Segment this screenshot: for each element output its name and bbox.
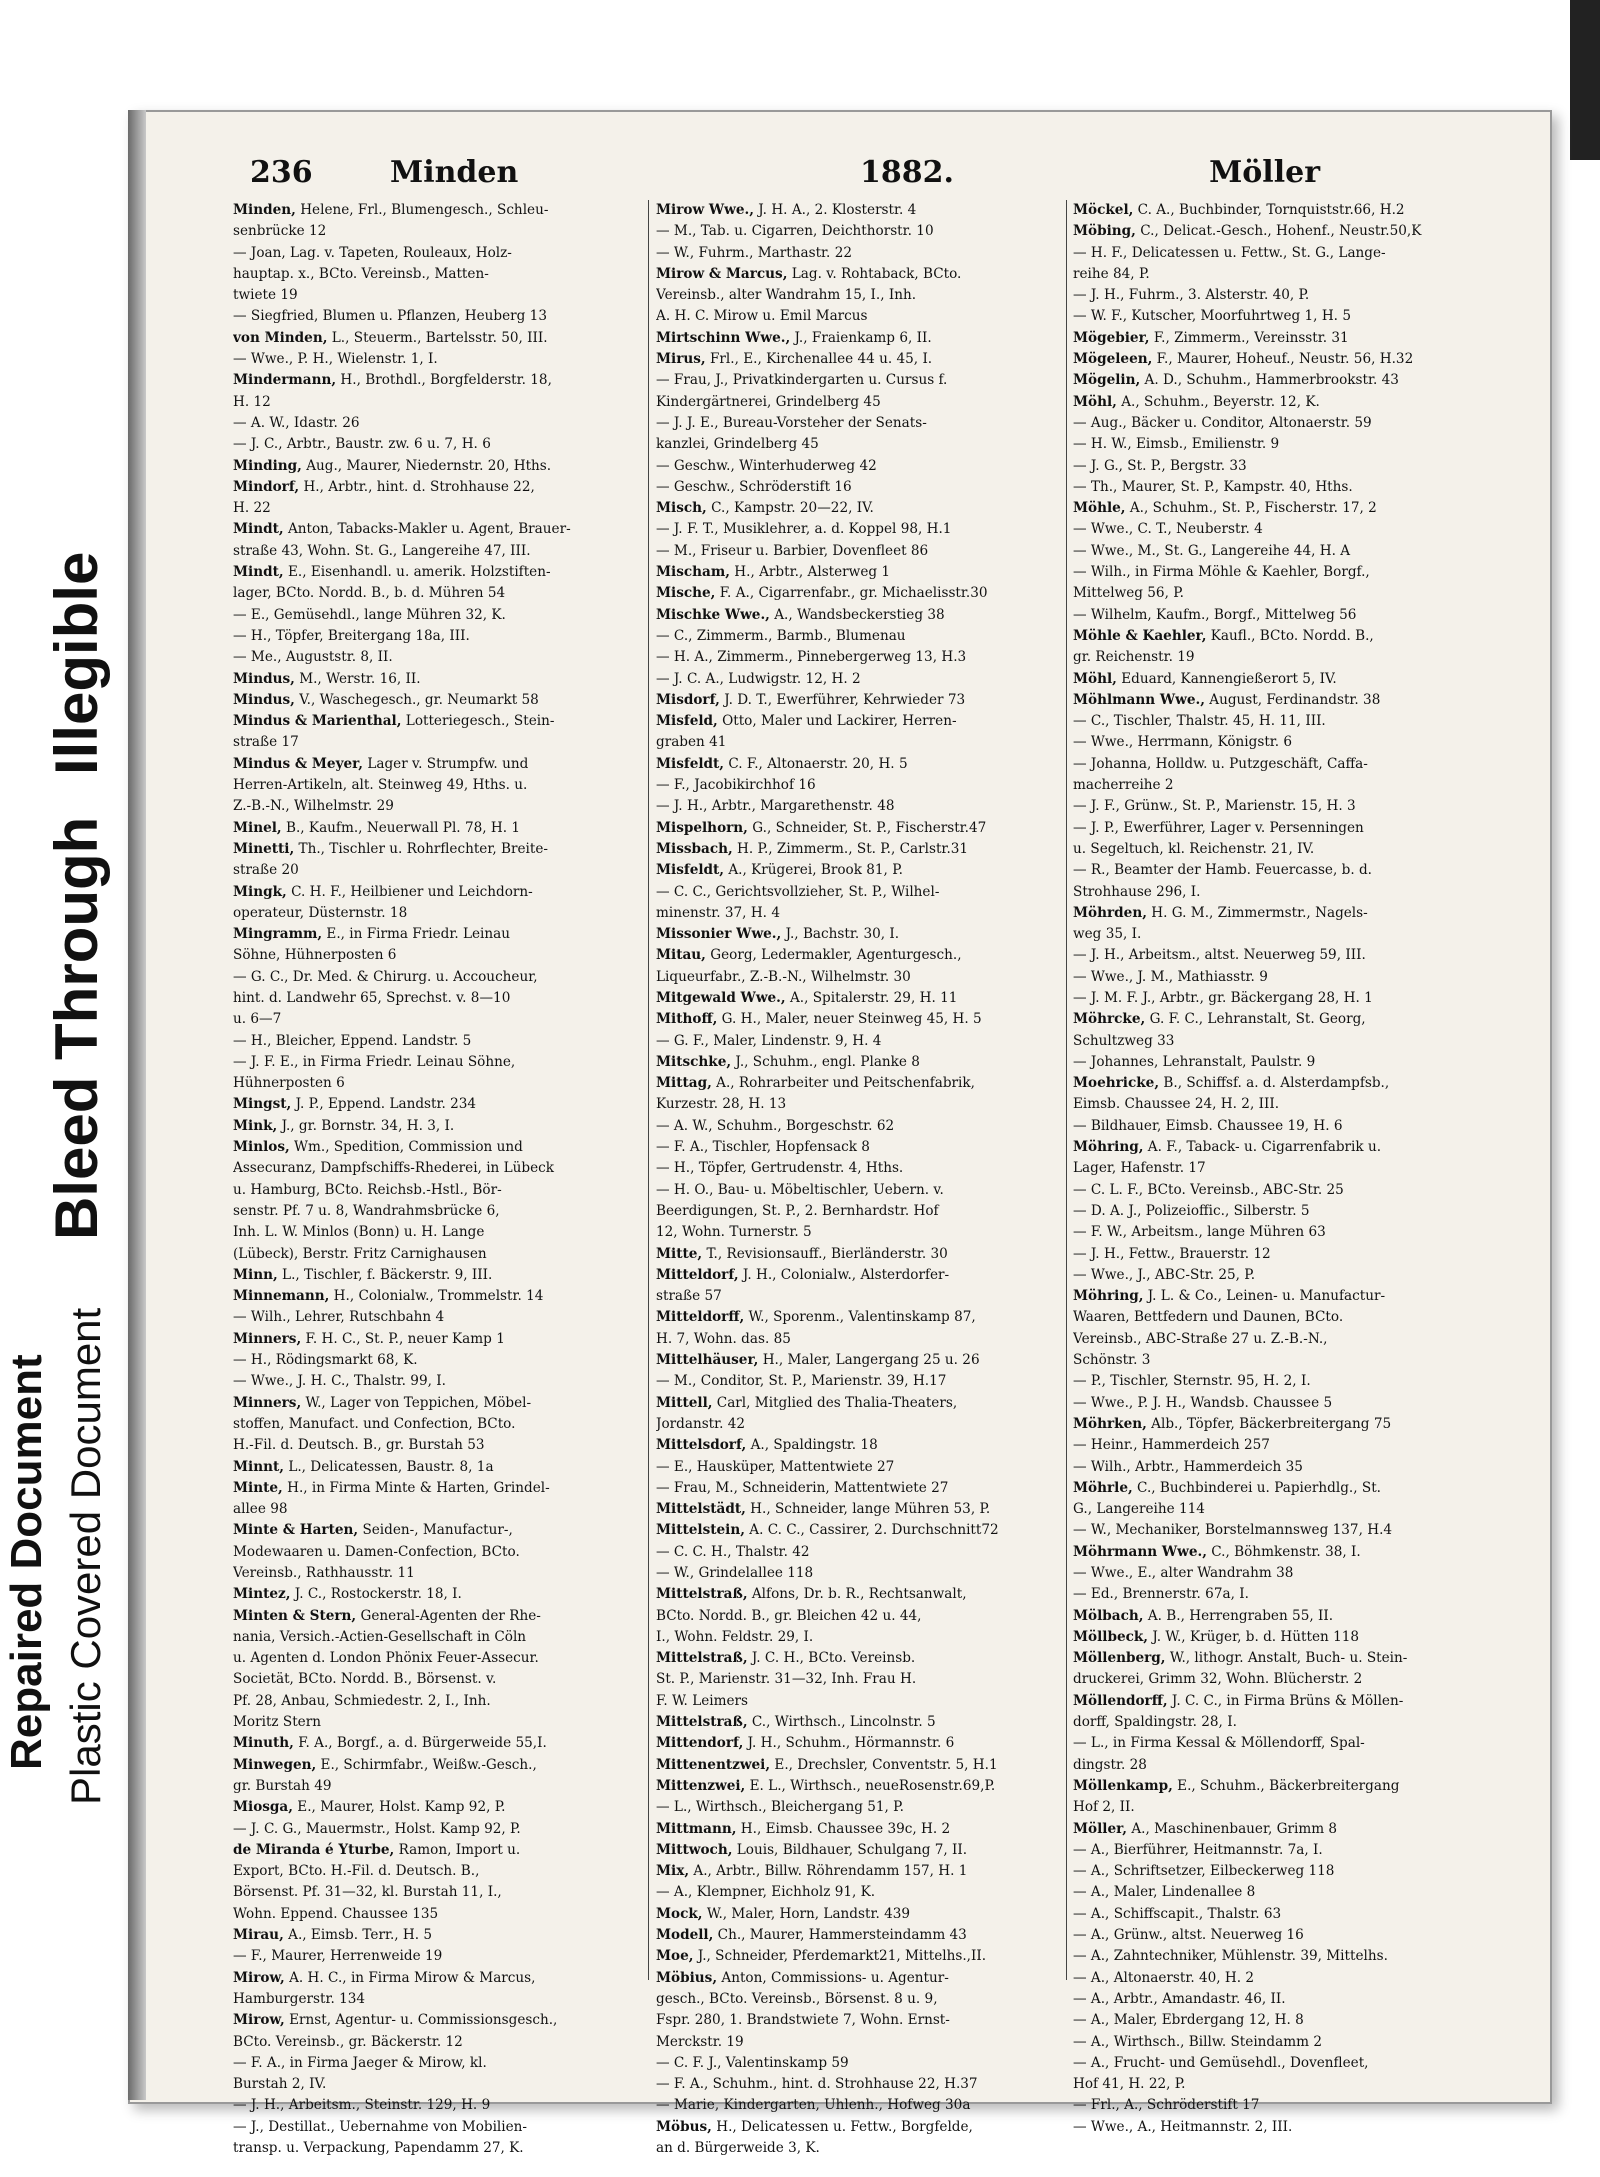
directory-entry-line: — H. A., Zimmerm., Pinnebergerweg 13, H.3 [656, 649, 967, 666]
directory-entry-line: Mindt, E., Eisenhandl. u. amerik. Holzstiften- [233, 564, 551, 581]
directory-entry-line: graben 41 [656, 734, 727, 751]
directory-entry-line: G., Langereihe 114 [1073, 1501, 1205, 1518]
directory-entry-line: Mindus & Marienthal, Lotteriegesch., Stein- [233, 713, 555, 730]
directory-entry-line: Mindus, V., Waschegesch., gr. Neumarkt 58 [233, 691, 539, 708]
directory-entry-line: Misfeldt, C. F., Altonaerstr. 20, H. 5 [656, 755, 908, 772]
directory-entry-line: Möhrmann Wwe., C., Böhmkenstr. 38, I. [1073, 1543, 1361, 1560]
directory-entry-line: — W. F., Kutscher, Moorfuhrtweg 1, H. 5 [1073, 308, 1351, 325]
directory-entry-line: Missonier Wwe., J., Bachstr. 30, I. [656, 926, 900, 943]
directory-entry-line: Söhne, Hühnerposten 6 [233, 947, 397, 964]
directory-entry-line: Misfeld, Otto, Maler und Lackirer, Herren- [656, 713, 957, 730]
directory-entry-line: Mock, W., Maler, Horn, Landstr. 439 [656, 1905, 911, 1922]
directory-entry-line: — Johanna, Holldw. u. Putzgeschäft, Caffa- [1073, 755, 1368, 772]
directory-entry-line: Minlos, Wm., Spedition, Commission und [233, 1139, 523, 1156]
directory-column-3 [1073, 200, 1493, 2138]
directory-entry-line: — A. W., Idastr. 26 [233, 414, 360, 431]
directory-entry-line: stoffen, Manufact. und Confection, BCto. [233, 1415, 516, 1432]
directory-entry-line: — Wwe., J. H. C., Thalstr. 99, I. [233, 1373, 446, 1390]
directory-entry-line: BCto. Nordd. B., gr. Bleichen 42 u. 44, [656, 1607, 922, 1624]
directory-entry-line: — Wilh., in Firma Möhle & Kaehler, Borgf., [1073, 564, 1370, 581]
directory-entry-line: — J. G., St. P., Bergstr. 33 [1073, 457, 1247, 474]
directory-entry-line: Mittwoch, Louis, Bildhauer, Schulgang 7, II. [656, 1841, 968, 1858]
directory-entry-line: Möhring, A. F., Taback- u. Cigarrenfabrik u. [1073, 1139, 1382, 1156]
directory-entry-line: (Lübeck), Berstr. Fritz Carnighausen [233, 1245, 487, 1262]
directory-entry-line: Kurzestr. 28, H. 13 [656, 1096, 787, 1113]
directory-entry-line: Mischke Wwe., A., Wandsbeckerstieg 38 [656, 606, 945, 623]
directory-entry-line: Mispelhorn, G., Schneider, St. P., Fischerstr.47 [656, 819, 987, 836]
directory-entry-line: — F. A., Schuhm., hint. d. Strohhause 22, H.37 [656, 2076, 978, 2093]
directory-entry-line: Mögebier, F., Zimmerm., Vereinsstr. 31 [1073, 329, 1349, 346]
directory-entry-line: — Frau, M., Schneiderin, Mattentwiete 27 [656, 1479, 949, 1496]
directory-entry-line: Möller, A., Maschinenbauer, Grimm 8 [1073, 1820, 1338, 1837]
directory-entry-line: Möhrken, Alb., Töpfer, Bäckerbreitergang 75 [1073, 1415, 1392, 1432]
directory-entry-line: Mittelstein, A. C. C., Cassirer, 2. Durchschnitt72 [656, 1522, 999, 1539]
directory-entry-line: Mittendorf, J. H., Schuhm., Hörmannstr. 6 [656, 1735, 955, 1752]
column-divider [1066, 200, 1067, 1980]
directory-entry-line: Mitte, T., Revisionsauff., Bierländerstr. 30 [656, 1245, 948, 1262]
directory-entry-line: — J. H., Fuhrm., 3. Alsterstr. 40, P. [1073, 287, 1310, 304]
directory-entry-line: Möckel, C. A., Buchbinder, Tornquiststr.66, H.2 [1073, 202, 1405, 218]
directory-entry-line: Minuth, F. A., Borgf., a. d. Bürgerweide 55,I. [233, 1735, 547, 1752]
directory-entry-line: Hof 41, H. 22, P. [1073, 2076, 1186, 2093]
directory-entry-line: — P., Tischler, Sternstr. 95, H. 2, I. [1073, 1373, 1311, 1390]
directory-entry-line: Mittelstraß, J. C. H., BCto. Vereinsb. [656, 1650, 916, 1667]
directory-entry-line: Möllenkamp, E., Schuhm., Bäckerbreitergang [1073, 1777, 1400, 1794]
directory-entry-line: von Minden, L., Steuerm., Bartelsstr. 50, III. [233, 329, 548, 346]
directory-entry-line: — Wwe., C. T., Neuberstr. 4 [1073, 521, 1263, 538]
directory-entry-line: Mirtschinn Wwe., J., Fraienkamp 6, II. [656, 329, 932, 346]
directory-entry-line: senbrücke 12 [233, 223, 327, 240]
directory-entry-line: Mittenentzwei, E., Drechsler, Conventstr. 5, H.1 [656, 1756, 998, 1773]
directory-entry-line: — Th., Maurer, St. P., Kampstr. 40, Hths. [1073, 478, 1353, 495]
directory-entry-line: Misdorf, J. D. T., Ewerführer, Kehrwieder 73 [656, 691, 966, 708]
directory-entry-line: Börsenst. Pf. 31—32, kl. Burstah 11, I., [233, 1884, 502, 1901]
directory-entry-line: — C. L. F., BCto. Vereinsb., ABC-Str. 25 [1073, 1181, 1344, 1198]
directory-entry-line: Mink, J., gr. Bornstr. 34, H. 3, I. [233, 1117, 455, 1134]
directory-entry-line: — Wwe., J., ABC-Str. 25, P. [1073, 1266, 1256, 1283]
directory-entry-line: Minetti, Th., Tischler u. Rohrflechter, Breite- [233, 840, 548, 857]
directory-entry-line: — H. W., Eimsb., Emilienstr. 9 [1073, 436, 1280, 453]
directory-entry-line: H. 12 [233, 393, 271, 410]
directory-entry-line: de Miranda é Yturbe, Ramon, Import u. [233, 1841, 521, 1858]
directory-entry-line: 12, Wohn. Turnerstr. 5 [656, 1224, 812, 1241]
directory-entry-line: — A., Bierführer, Heitmannstr. 7a, I. [1073, 1841, 1323, 1858]
directory-entry-line: Mitschke, J., Schuhm., engl. Planke 8 [656, 1053, 920, 1070]
directory-entry-line: Mirow & Marcus, Lag. v. Rohtaback, BCto. [656, 265, 962, 282]
directory-entry-line: Pf. 28, Anbau, Schmiedestr. 2, I., Inh. [233, 1692, 491, 1709]
directory-entry-line: — A., Maler, Ebrdergang 12, H. 8 [1073, 2012, 1304, 2029]
page-binding-edge [128, 110, 146, 2100]
directory-entry-line: Mingk, C. H. F., Heilbiener und Leichdorn- [233, 883, 533, 900]
directory-entry-line: — A., Schriftsetzer, Eilbeckerweg 118 [1073, 1863, 1335, 1880]
directory-entry-line: Misfeldt, A., Krügerei, Brook 81, P. [656, 862, 903, 879]
directory-entry-line: Mittenzwei, E. L., Wirthsch., neueRosenstr.69,P. [656, 1777, 996, 1794]
bleed-through-label: Bleed Through [43, 816, 110, 1240]
directory-entry-line: — L., Wirthsch., Bleichergang 51, P. [656, 1799, 904, 1816]
directory-entry-line: BCto. Vereinsb., gr. Bäckerstr. 12 [233, 2033, 463, 2050]
directory-entry-line: — Siegfried, Blumen u. Pflanzen, Heuberg 13 [233, 308, 547, 325]
directory-entry-line: — C., Zimmerm., Barmb., Blumenau [656, 627, 906, 644]
directory-entry-line: Minel, B., Kaufm., Neuerwall Pl. 78, H. 1 [233, 819, 521, 836]
directory-entry-line: — Me., Auguststr. 8, II. [233, 649, 393, 666]
directory-entry-line: Mix, A., Arbtr., Billw. Röhrendamm 157, H. 1 [656, 1863, 968, 1880]
illegible-label: Illegible [43, 551, 110, 775]
directory-entry-line: — J. F. T., Musiklehrer, a. d. Koppel 98, H.1 [656, 521, 952, 538]
directory-entry-line: kanzlei, Grindelberg 45 [656, 436, 819, 453]
directory-entry-line: Mischam, H., Arbtr., Alsterweg 1 [656, 564, 891, 581]
directory-entry-line: Wohn. Eppend. Chaussee 135 [233, 1905, 439, 1922]
directory-entry-line: Mische, F. A., Cigarrenfabr., gr. Michaelisstr.30 [656, 585, 988, 602]
directory-entry-line: — Bildhauer, Eimsb. Chaussee 19, H. 6 [1073, 1117, 1343, 1134]
directory-entry-line: Jordanstr. 42 [656, 1415, 746, 1432]
directory-entry-line: Mitau, Georg, Ledermakler, Agenturgesch., [656, 947, 962, 964]
directory-entry-line: — G. C., Dr. Med. & Chirurg. u. Accoucheur, [233, 968, 538, 985]
page-number: 236 [250, 155, 313, 190]
directory-entry-line: — Heinr., Hammerdeich 257 [1073, 1437, 1270, 1454]
directory-entry-line: — A., Klempner, Eichholz 91, K. [656, 1884, 876, 1901]
directory-entry-line: Minners, F. H. C., St. P., neuer Kamp 1 [233, 1330, 505, 1347]
directory-entry-line: — J. H., Arbeitsm., Steinstr. 129, H. 9 [233, 2097, 491, 2114]
directory-entry-line: — J., Destillat., Uebernahme von Mobilien- [233, 2118, 528, 2135]
directory-entry-line: — A., Wirthsch., Billw. Steindamm 2 [1073, 2033, 1322, 2050]
directory-entry-line: — F. W., Arbeitsm., lange Mühren 63 [1073, 1224, 1326, 1241]
directory-entry-line: Inh. L. W. Minlos (Bonn) u. H. Lange [233, 1224, 485, 1241]
directory-entry-line: Mingst, J. P., Eppend. Landstr. 234 [233, 1096, 477, 1113]
directory-entry-line: Möbing, C., Delicat.-Gesch., Hohenf., Neustr.50,K [1073, 223, 1422, 240]
directory-entry-line: Mindus, M., Werstr. 16, II. [233, 670, 421, 687]
directory-entry-line: — A., Grünw., altst. Neuerweg 16 [1073, 1927, 1304, 1944]
directory-entry-line: Missbach, H. P., Zimmerm., St. P., Carlstr.31 [656, 840, 969, 857]
directory-entry-line: — J. C., Arbtr., Baustr. zw. 6 u. 7, H. 6 [233, 436, 491, 453]
directory-entry-line: Herren-Artikeln, alt. Steinweg 49, Hths. u. [233, 777, 528, 794]
directory-entry-line: Mirus, Frl., E., Kirchenallee 44 u. 45, I. [656, 351, 933, 368]
directory-entry-line: — M., Tab. u. Cigarren, Deichthorstr. 10 [656, 223, 934, 240]
directory-entry-line: Mindermann, H., Brothdl., Borgfelderstr. 18, [233, 372, 552, 389]
directory-entry-line: Z.-B.-N., Wilhelmstr. 29 [233, 798, 394, 815]
directory-entry-line: — Wwe., P. J. H., Wandsb. Chaussee 5 [1073, 1394, 1333, 1411]
header-last-entry: Möller [1209, 155, 1320, 190]
directory-entry-line: — Frl., A., Schröderstift 17 [1073, 2097, 1260, 2114]
directory-entry-line: — Frau, J., Privatkindergarten u. Cursus f. [656, 372, 948, 389]
directory-entry-line: Kindergärtnerei, Grindelberg 45 [656, 393, 881, 410]
directory-entry-line: an d. Bürgerweide 3, K. [656, 2140, 820, 2157]
directory-entry-line: Vereinsb., ABC-Straße 27 u. Z.-B.-N., [1073, 1330, 1328, 1347]
directory-entry-line: — Wwe., P. H., Wielenstr. 1, I. [233, 351, 438, 368]
directory-entry-line: minenstr. 37, H. 4 [656, 904, 780, 921]
directory-entry-line: H. 7, Wohn. das. 85 [656, 1330, 791, 1347]
directory-entry-line: Mirow, Ernst, Agentur- u. Commissionsgesch., [233, 2012, 558, 2029]
directory-entry-line: weg 35, I. [1073, 926, 1142, 943]
directory-entry-line: Fspr. 280, 1. Brandstwiete 7, Wohn. Ernst- [656, 2012, 950, 2029]
directory-entry-line: F. W. Leimers [656, 1692, 749, 1709]
directory-entry-line: Export, BCto. H.-Fil. d. Deutsch. B., [233, 1863, 480, 1880]
directory-entry-line: — Johannes, Lehranstalt, Paulstr. 9 [1073, 1053, 1316, 1070]
directory-entry-line: — J. H., Arbeitsm., altst. Neuerweg 59, III. [1073, 947, 1366, 964]
directory-entry-line: Hamburgerstr. 134 [233, 1990, 366, 2007]
directory-entry-line: Möhrden, H. G. M., Zimmermstr., Nagels- [1073, 904, 1368, 921]
directory-entry-line: — A., Zahntechniker, Mühlenstr. 39, Mittelhs. [1073, 1948, 1388, 1965]
directory-entry-line: Vereinsb., alter Wandrahm 15, I., Inh. [656, 287, 917, 304]
directory-entry-line: H. 22 [233, 500, 271, 517]
directory-entry-line: — H., Rödingsmarkt 68, K. [233, 1352, 418, 1369]
directory-entry-line: transp. u. Verpackung, Papendamm 27, K. [233, 2140, 524, 2157]
directory-entry-line: — C. F. J., Valentinskamp 59 [656, 2054, 849, 2071]
directory-entry-line: — Wwe., E., alter Wandrahm 38 [1073, 1565, 1294, 1581]
directory-entry-line: Misch, C., Kampstr. 20—22, IV. [656, 500, 874, 517]
directory-entry-line: Mitteldorf, J. H., Colonialw., Alsterdorfer- [656, 1266, 950, 1283]
directory-entry-line: — A., Schiffscapit., Thalstr. 63 [1073, 1905, 1282, 1922]
directory-entry-line: Möhl, A., Schuhm., Beyerstr. 12, K. [1073, 393, 1320, 410]
directory-entry-line: Möhring, J. L. & Co., Leinen- u. Manufactur- [1073, 1288, 1386, 1305]
directory-entry-line: Minnemann, H., Colonialw., Trommelstr. 14 [233, 1288, 544, 1305]
directory-entry-line: Burstah 2, IV. [233, 2076, 327, 2093]
directory-entry-line: — Geschw., Schröderstift 16 [656, 478, 852, 495]
directory-column-2 [656, 200, 1066, 2159]
directory-entry-line: lager, BCto. Nordd. B., b. d. Mühren 54 [233, 585, 506, 602]
directory-entry-line: St. P., Marienstr. 31—32, Inh. Frau H. [656, 1671, 917, 1688]
directory-entry-line: — Aug., Bäcker u. Conditor, Altonaerstr. 59 [1073, 414, 1372, 431]
directory-entry-line: Minte & Harten, Seiden-, Manufactur-, [233, 1522, 513, 1539]
directory-column-1 [233, 200, 643, 2159]
directory-entry-line: Mindt, Anton, Tabacks-Makler u. Agent, Brauer- [233, 521, 571, 538]
directory-entry-line: twiete 19 [233, 287, 298, 304]
directory-entry-line: — M., Friseur u. Barbier, Dovenfleet 86 [656, 542, 929, 559]
directory-entry-line: Mitteldorff, W., Sporenm., Valentinskamp 87, [656, 1309, 976, 1326]
directory-entry-line: Minte, H., in Firma Minte & Harten, Grindel- [233, 1479, 550, 1496]
directory-entry-line: Moritz Stern [233, 1714, 321, 1731]
directory-entry-line: operateur, Düsternstr. 18 [233, 904, 408, 921]
header-first-entry: Minden [390, 155, 519, 190]
directory-entry-line: — C. C. H., Thalstr. 42 [656, 1543, 810, 1560]
directory-entry-line: hint. d. Landwehr 65, Sprechst. v. 8—10 [233, 989, 511, 1006]
directory-entry-line: Mittmann, H., Eimsb. Chaussee 39c, H. 2 [656, 1820, 951, 1837]
directory-entry-line: Mirau, A., Eimsb. Terr., H. 5 [233, 1927, 433, 1944]
directory-entry-line: — R., Beamter der Hamb. Feuercasse, b. d. [1073, 862, 1372, 879]
directory-entry-line: — J. M. F. J., Arbtr., gr. Bäckergang 28, H. 1 [1073, 989, 1373, 1006]
directory-entry-line: Mithoff, G. H., Maler, neuer Steinweg 45, H. 5 [656, 1011, 982, 1028]
directory-entry-line: gr. Burstah 49 [233, 1777, 332, 1794]
directory-entry-line: Mögeleen, F., Maurer, Hoheuf., Neustr. 56, H.32 [1073, 351, 1414, 368]
directory-entry-line: — Ed., Brennerstr. 67a, I. [1073, 1586, 1249, 1603]
directory-entry-line: Mittelstädt, H., Schneider, lange Mühren 53, P. [656, 1501, 991, 1518]
directory-entry-line: Minners, W., Lager von Teppichen, Möbel- [233, 1394, 532, 1411]
directory-entry-line: — F., Maurer, Herrenweide 19 [233, 1948, 443, 1965]
directory-entry-line: Vereinsb., Rathhausstr. 11 [233, 1565, 415, 1581]
directory-entry-line: — J. J. E., Bureau-Vorsteher der Senats- [656, 414, 927, 431]
directory-entry-line: gr. Reichenstr. 19 [1073, 649, 1195, 666]
directory-entry-line: — A., Altonaerstr. 40, H. 2 [1073, 1969, 1255, 1986]
directory-entry-line: dorff, Spaldingstr. 28, I. [1073, 1714, 1237, 1731]
directory-entry-line: — A. W., Schuhm., Borgeschstr. 62 [656, 1117, 895, 1134]
directory-entry-line: — H., Töpfer, Gertrudenstr. 4, Hths. [656, 1160, 904, 1177]
directory-entry-line: — J. P., Ewerführer, Lager v. Persenningen [1073, 819, 1364, 836]
directory-entry-line: — J. H., Arbtr., Margarethenstr. 48 [656, 798, 895, 815]
header-year: 1882. [860, 155, 954, 190]
directory-entry-line: Beerdigungen, St. P., 2. Bernhardstr. Hof [656, 1202, 939, 1219]
directory-entry-line: u. Hamburg, BCto. Reichsb.-Hstl., Bör- [233, 1181, 502, 1198]
directory-entry-line: Möbius, Anton, Commissions- u. Agentur- [656, 1969, 949, 1986]
directory-entry-line: Möllendorff, J. C. C., in Firma Brüns & Möllen- [1073, 1692, 1404, 1709]
directory-entry-line: — H., Bleicher, Eppend. Landstr. 5 [233, 1032, 472, 1049]
directory-entry-line: — Wwe., A., Heitmannstr. 2, III. [1073, 2118, 1293, 2135]
directory-entry-line: — F., Jacobikirchhof 16 [656, 777, 816, 794]
directory-entry-line: Mingramm, E., in Firma Friedr. Leinau [233, 926, 511, 943]
directory-entry-line: Mindus & Meyer, Lager v. Strumpfw. und [233, 755, 529, 772]
directory-entry-line: — D. A. J., Polizeioffic., Silberstr. 5 [1073, 1202, 1310, 1219]
directory-entry-line: — G. F., Maler, Lindenstr. 9, H. 4 [656, 1032, 882, 1049]
directory-entry-line: Mindorf, H., Arbtr., hint. d. Strohhause 22, [233, 478, 535, 495]
directory-entry-line: u. Agenten d. London Phönix Feuer-Assecur. [233, 1650, 539, 1667]
directory-entry-line: — A., Frucht- und Gemüsehdl., Dovenfleet, [1073, 2054, 1369, 2071]
directory-entry-line: Assecuranz, Dampfschiffs-Rhederei, in Lübeck [233, 1160, 555, 1177]
directory-entry-line: — Wwe., Herrmann, Königstr. 6 [1073, 734, 1293, 751]
directory-entry-line: — M., Conditor, St. P., Marienstr. 39, H.17 [656, 1373, 947, 1390]
directory-entry-line: Mittelstraß, C., Wirthsch., Lincolnstr. 5 [656, 1714, 936, 1731]
directory-entry-line: — A., Maler, Lindenallee 8 [1073, 1884, 1256, 1901]
directory-entry-line: Hühnerposten 6 [233, 1075, 345, 1092]
directory-entry-line: — Wilhelm, Kaufm., Borgf., Mittelweg 56 [1073, 606, 1357, 623]
directory-entry-line: H.-Fil. d. Deutsch. B., gr. Burstah 53 [233, 1437, 485, 1454]
directory-entry-line: — A., Arbtr., Amandastr. 46, II. [1073, 1990, 1286, 2007]
directory-entry-line: straße 43, Wohn. St. G., Langereihe 47, III. [233, 542, 531, 559]
directory-entry-line: straße 20 [233, 862, 299, 879]
scan-background-corner [1570, 0, 1600, 160]
directory-entry-line: — E., Gemüsehdl., lange Mühren 32, K. [233, 606, 506, 623]
directory-entry-line: Mittelsdorf, A., Spaldingstr. 18 [656, 1437, 878, 1454]
directory-entry-line: Moehricke, B., Schiffsf. a. d. Alsterdampfsb., [1073, 1075, 1390, 1092]
directory-entry-line: Möbus, H., Delicatessen u. Fettw., Borgfelde, [656, 2118, 973, 2135]
directory-entry-line: — J. C. A., Ludwigstr. 12, H. 2 [656, 670, 861, 687]
directory-entry-line: Societät, BCto. Nordd. B., Börsenst. v. [233, 1671, 497, 1688]
directory-entry-line: Möhl, Eduard, Kannengießerort 5, IV. [1073, 670, 1337, 687]
directory-entry-line: Möhle, A., Schuhm., St. P., Fischerstr. 17, 2 [1073, 500, 1377, 517]
directory-entry-line: Mittag, A., Rohrarbeiter und Peitschenfabrik, [656, 1075, 975, 1092]
directory-entry-line: Minnt, L., Delicatessen, Baustr. 8, 1a [233, 1458, 494, 1475]
directory-entry-line: — Wwe., J. M., Mathiasstr. 9 [1073, 968, 1268, 985]
directory-entry-line: Moe, J., Schneider, Pferdemarkt21, Mittelhs.,II. [656, 1948, 987, 1965]
directory-entry-line: I., Wohn. Feldstr. 29, I. [656, 1628, 814, 1645]
directory-entry-line: Mirow Wwe., J. H. A., 2. Klosterstr. 4 [656, 202, 917, 218]
directory-entry-line: allee 98 [233, 1501, 288, 1518]
directory-entry-line: u. 6—7 [233, 1011, 282, 1028]
directory-entry-line: druckerei, Grimm 32, Wohn. Blücherstr. 2 [1073, 1671, 1363, 1688]
directory-entry-line: — L., in Firma Kessal & Möllendorff, Spal- [1073, 1735, 1365, 1752]
directory-entry-line: Eimsb. Chaussee 24, H. 2, III. [1073, 1096, 1280, 1113]
repaired-document-label: Repaired Document [2, 1354, 51, 1770]
directory-entry-line: — C., Tischler, Thalstr. 45, H. 11, III. [1073, 713, 1326, 730]
directory-entry-line: — Wilh., Arbtr., Hammerdeich 35 [1073, 1458, 1303, 1475]
directory-entry-line: hauptap. x., BCto. Vereinsb., Matten- [233, 265, 489, 282]
directory-entry-line: Mittelhäuser, H., Maler, Langergang 25 u. 26 [656, 1352, 980, 1369]
directory-entry-line: straße 17 [233, 734, 299, 751]
directory-entry-line: Mitgewald Wwe., A., Spitalerstr. 29, H. 11 [656, 989, 958, 1006]
directory-entry-line: — Wwe., M., St. G., Langereihe 44, H. A [1073, 542, 1351, 559]
directory-entry-line: — W., Grindelallee 118 [656, 1565, 814, 1581]
directory-entry-line: Waaren, Bettfedern und Daunen, BCto. [1073, 1309, 1344, 1326]
directory-entry-line: macherreihe 2 [1073, 777, 1174, 794]
directory-entry-line: — H. O., Bau- u. Möbeltischler, Uebern. v. [656, 1181, 944, 1198]
directory-entry-line: Möhrle, C., Buchbinderei u. Papierhdlg., St. [1073, 1479, 1381, 1496]
directory-entry-line: Minwegen, E., Schirmfabr., Weißw.-Gesch., [233, 1756, 537, 1773]
directory-entry-line: — F. A., in Firma Jaeger & Mirow, kl. [233, 2054, 487, 2071]
directory-entry-line: Mölbach, A. B., Herrengraben 55, II. [1073, 1607, 1334, 1624]
directory-entry-line: Minten & Stern, General-Agenten der Rhe- [233, 1607, 541, 1624]
directory-entry-line: — F. A., Tischler, Hopfensack 8 [656, 1139, 870, 1156]
directory-entry-line: — J. F. E., in Firma Friedr. Leinau Söhne, [233, 1053, 516, 1070]
directory-entry-line: — Joan, Lag. v. Tapeten, Rouleaux, Holz- [233, 244, 512, 261]
directory-entry-line: — Wilh., Lehrer, Rutschbahn 4 [233, 1309, 445, 1326]
directory-entry-line: senstr. Pf. 7 u. 8, Wandrahmsbrücke 6, [233, 1202, 500, 1219]
directory-entry-line: Mirow, A. H. C., in Firma Mirow & Marcus, [233, 1969, 536, 1986]
directory-entry-line: reihe 84, P. [1073, 265, 1150, 282]
page-header [250, 155, 1320, 195]
directory-entry-line: Mögelin, A. D., Schuhm., Hammerbrookstr. 43 [1073, 372, 1399, 389]
directory-entry-line: Modewaaren u. Damen-Confection, BCto. [233, 1543, 520, 1560]
directory-entry-line: — Marie, Kindergarten, Uhlenh., Hofweg 30a [656, 2097, 971, 2114]
column-divider [648, 200, 649, 1980]
directory-entry-line: Schultzweg 33 [1073, 1032, 1175, 1049]
directory-entry-line: A. H. C. Mirow u. Emil Marcus [656, 308, 868, 325]
directory-entry-line: Modell, Ch., Maurer, Hammersteindamm 43 [656, 1927, 967, 1944]
directory-entry-line: — Geschw., Winterhuderweg 42 [656, 457, 877, 474]
directory-entry-line: Schönstr. 3 [1073, 1352, 1151, 1369]
directory-entry-line: Möhle & Kaehler, Kaufl., BCto. Nordd. B., [1073, 627, 1374, 644]
directory-entry-line: u. Segeltuch, kl. Reichenstr. 21, IV. [1073, 840, 1315, 857]
directory-entry-line: — J. H., Fettw., Brauerstr. 12 [1073, 1245, 1271, 1262]
directory-entry-line: Lager, Hafenstr. 17 [1073, 1160, 1206, 1177]
directory-entry-line: Möllenberg, W., lithogr. Anstalt, Buch- u. Stein- [1073, 1650, 1408, 1667]
directory-entry-line: Liqueurfabr., Z.-B.-N., Wilhelmstr. 30 [656, 968, 911, 985]
directory-entry-line: — H. F., Delicatessen u. Fettw., St. G., Lange- [1073, 244, 1386, 261]
directory-entry-line: gesch., BCto. Vereinsb., Börsenst. 8 u. 9, [656, 1990, 938, 2007]
directory-entry-line: dingstr. 28 [1073, 1756, 1147, 1773]
directory-entry-line: Minden, Helene, Frl., Blumengesch., Schleu- [233, 202, 549, 218]
directory-entry-line: — C. C., Gerichtsvollzieher, St. P., Wilhel- [656, 883, 940, 900]
directory-entry-line: Möllbeck, J. W., Krüger, b. d. Hütten 118 [1073, 1628, 1360, 1645]
directory-entry-line: — J. C. G., Mauermstr., Holst. Kamp 92, P. [233, 1820, 521, 1837]
directory-entry-line: Möhlmann Wwe., August, Ferdinandstr. 38 [1073, 691, 1381, 708]
directory-entry-line: Merckstr. 19 [656, 2033, 744, 2050]
directory-entry-line: nania, Versich.-Actien-Gesellschaft in Cöln [233, 1628, 527, 1645]
directory-entry-line: — W., Mechaniker, Borstelmannsweg 137, H.4 [1073, 1522, 1393, 1539]
directory-entry-line: Mittell, Carl, Mitglied des Thalia-Theaters, [656, 1394, 958, 1411]
directory-entry-line: Hof 2, II. [1073, 1799, 1135, 1816]
directory-entry-line: Mittelstraß, Alfons, Dr. b. R., Rechtsanwalt, [656, 1586, 967, 1603]
plastic-covered-label: Plastic Covered Document [62, 1307, 109, 1805]
directory-entry-line: Mintez, J. C., Rostockerstr. 18, I. [233, 1586, 462, 1603]
directory-entry-line: Minding, Aug., Maurer, Niedernstr. 20, Hths. [233, 457, 552, 474]
directory-entry-line: straße 57 [656, 1288, 722, 1305]
directory-entry-line: Minn, L., Tischler, f. Bäckerstr. 9, III. [233, 1266, 493, 1283]
directory-entry-line: — W., Fuhrm., Marthastr. 22 [656, 244, 852, 261]
directory-entry-line: — H., Töpfer, Breitergang 18a, III. [233, 627, 470, 644]
directory-entry-line: Miosga, E., Maurer, Holst. Kamp 92, P. [233, 1799, 506, 1816]
directory-entry-line: — E., Hausküper, Mattentwiete 27 [656, 1458, 895, 1475]
directory-entry-line: Möhrcke, G. F. C., Lehranstalt, St. Georg, [1073, 1011, 1366, 1028]
directory-entry-line: Strohhause 296, I. [1073, 883, 1201, 900]
directory-entry-line: — J. F., Grünw., St. P., Marienstr. 15, H. 3 [1073, 798, 1356, 815]
directory-entry-line: Mittelweg 56, P. [1073, 585, 1184, 602]
